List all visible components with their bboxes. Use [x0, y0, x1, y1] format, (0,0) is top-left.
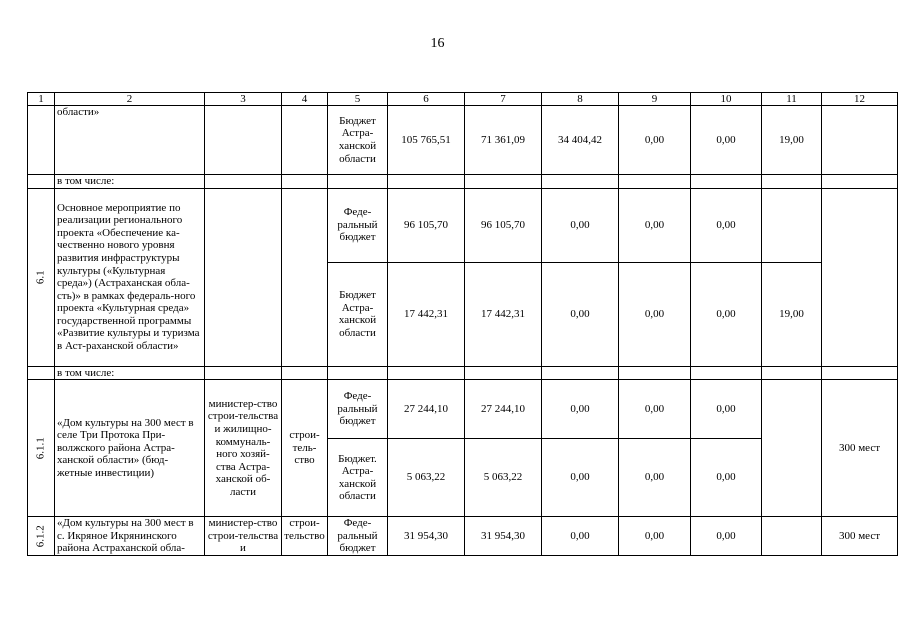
code-cell: [28, 517, 55, 556]
value-cell: 0,00: [542, 380, 619, 439]
value-cell: 0,00: [691, 262, 762, 366]
table-row: [28, 175, 898, 189]
funding-source-cell: Бюджет Астра-ханской области: [328, 262, 388, 366]
empty-cell: [542, 366, 619, 380]
value-cell: 96 105,70: [465, 188, 542, 262]
header-cell: 11: [762, 93, 822, 106]
value-cell: 71 361,09: [465, 106, 542, 175]
row-code: 6.1.2: [34, 525, 47, 548]
empty-cell: [388, 366, 465, 380]
value-cell: 96 105,70: [388, 188, 465, 262]
code-cell: [28, 188, 55, 366]
row-code: 6.1.1: [34, 437, 47, 460]
value-cell: 0,00: [691, 439, 762, 517]
value-cell: 0,00: [619, 262, 691, 366]
result-cell: [822, 188, 898, 366]
measure-name-cell: «Дом культуры на 300 мест в селе Три Протока При-волжского района Астра-ханской области» (бюд-жетные инвестиции): [55, 380, 205, 517]
row-code: 6.1: [34, 270, 47, 284]
empty-cell: [282, 175, 328, 189]
value-cell: 17 442,31: [388, 262, 465, 366]
table-row: [28, 380, 898, 439]
empty-cell: [762, 366, 822, 380]
empty-cell: [465, 366, 542, 380]
value-cell: 5 063,22: [465, 439, 542, 517]
code-cell: [28, 106, 55, 175]
value-cell: 0,00: [691, 380, 762, 439]
value-cell: 0,00: [619, 439, 691, 517]
value-cell: 0,00: [542, 262, 619, 366]
value-cell: 0,00: [691, 106, 762, 175]
header-cell: 1: [28, 93, 55, 106]
header-row: [28, 93, 898, 106]
value-cell: 27 244,10: [388, 380, 465, 439]
value-cell: 0,00: [542, 439, 619, 517]
code-cell: [28, 366, 55, 380]
including-label: в том числе:: [55, 366, 205, 380]
header-cell: 6: [388, 93, 465, 106]
value-cell: 5 063,22: [388, 439, 465, 517]
header-cell: 12: [822, 93, 898, 106]
page-number: 16: [430, 36, 445, 51]
value-cell: 19,00: [762, 106, 822, 175]
value-cell: 0,00: [542, 188, 619, 262]
measure-name-cell: области»: [55, 106, 205, 175]
funding-source-cell: Бюджет Астра-ханской области: [328, 106, 388, 175]
table-row: [28, 517, 898, 556]
value-cell: [762, 380, 822, 517]
value-cell: 0,00: [542, 517, 619, 556]
value-cell: 17 442,31: [465, 262, 542, 366]
value-cell: [762, 517, 822, 556]
funding-source-cell: Феде-ральный бюджет: [328, 188, 388, 262]
result-cell: 300 мест: [822, 380, 898, 517]
value-cell: 31 954,30: [465, 517, 542, 556]
budget-table: [27, 92, 898, 556]
value-cell: 0,00: [691, 188, 762, 262]
value-cell: 31 954,30: [388, 517, 465, 556]
executor-cell: [205, 106, 282, 175]
activity-cell: строи-тельство: [282, 517, 328, 556]
value-cell: 19,00: [762, 262, 822, 366]
funding-source-cell: Феде-ральный бюджет: [328, 380, 388, 439]
executor-cell: министер-ство строи-тельства и жилищно-коммуналь-ного хозяй-ства Астра-ханской об-ласти: [205, 380, 282, 517]
measure-name-cell: Основное мероприятие по реализации регионального проекта «Обеспечение ка-чественно нового уровня развития инфраструктуры культуры («Культурная среда») (Астраханская обла-сть)» в рамках федераль-ного проекта «Культурная среда» государственной программы «Развитие культуры и туризма в Аст-раханской области»: [55, 188, 205, 366]
empty-cell: [822, 366, 898, 380]
table-row: [28, 188, 898, 262]
empty-cell: [619, 366, 691, 380]
value-cell: 0,00: [619, 106, 691, 175]
code-cell: [28, 175, 55, 189]
empty-cell: [328, 366, 388, 380]
empty-cell: [542, 175, 619, 189]
executor-cell: [205, 188, 282, 366]
header-cell: 5: [328, 93, 388, 106]
header-cell: 3: [205, 93, 282, 106]
empty-cell: [691, 366, 762, 380]
result-cell: [822, 106, 898, 175]
value-cell: 0,00: [619, 380, 691, 439]
value-cell: 34 404,42: [542, 106, 619, 175]
value-cell: 105 765,51: [388, 106, 465, 175]
code-cell: [28, 380, 55, 517]
measure-name-cell: «Дом культуры на 300 мест в с. Икряное Икрянинского района Астраханской обла-: [55, 517, 205, 556]
empty-cell: [328, 175, 388, 189]
empty-cell: [619, 175, 691, 189]
activity-cell: [282, 188, 328, 366]
empty-cell: [762, 175, 822, 189]
value-cell: 0,00: [619, 188, 691, 262]
value-cell: 0,00: [691, 517, 762, 556]
activity-cell: строи-тель-ство: [282, 380, 328, 517]
activity-cell: [282, 106, 328, 175]
header-cell: 10: [691, 93, 762, 106]
header-cell: 4: [282, 93, 328, 106]
empty-cell: [388, 175, 465, 189]
header-cell: 8: [542, 93, 619, 106]
empty-cell: [691, 175, 762, 189]
header-cell: 2: [55, 93, 205, 106]
value-cell: 27 244,10: [465, 380, 542, 439]
header-cell: 9: [619, 93, 691, 106]
header-cell: 7: [465, 93, 542, 106]
value-cell: 0,00: [619, 517, 691, 556]
table-row: [28, 106, 898, 175]
empty-cell: [822, 175, 898, 189]
empty-cell: [465, 175, 542, 189]
including-label: в том числе:: [55, 175, 205, 189]
empty-cell: [282, 366, 328, 380]
executor-cell: министер-ство строи-тельства и: [205, 517, 282, 556]
funding-source-cell: Феде-ральный бюджет: [328, 517, 388, 556]
funding-source-cell: Бюджет. Астра-ханской области: [328, 439, 388, 517]
value-cell: [762, 188, 822, 262]
result-cell: 300 мест: [822, 517, 898, 556]
table-row: [28, 366, 898, 380]
empty-cell: [205, 175, 282, 189]
empty-cell: [205, 366, 282, 380]
